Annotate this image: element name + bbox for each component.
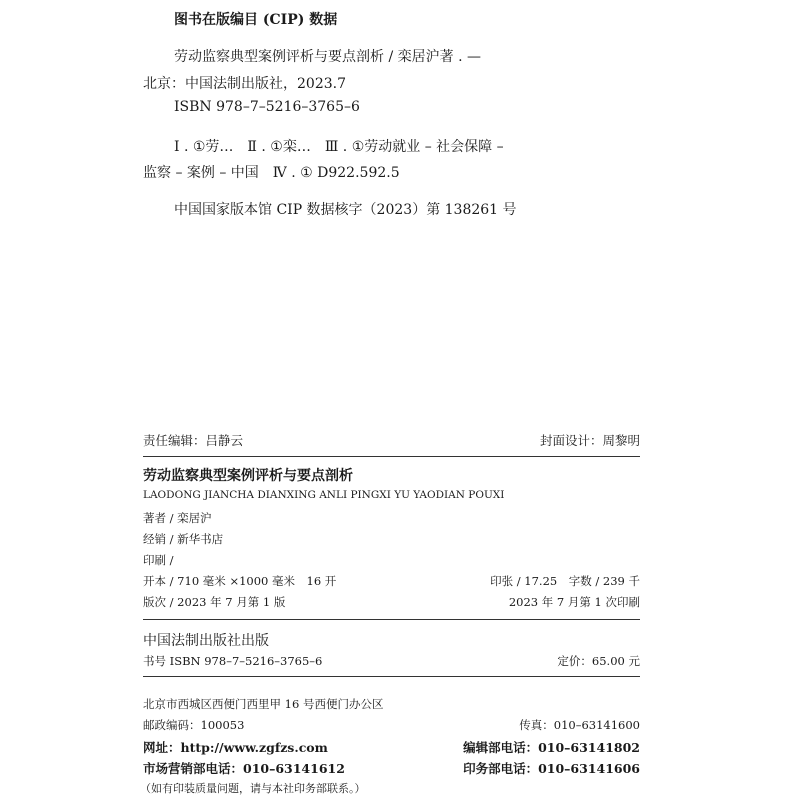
divider-top: [143, 456, 640, 457]
cover-design-credit: 封面设计：周黎明: [539, 433, 640, 448]
marketing-phone: 市场营销部电话：010–63141612: [143, 761, 345, 776]
book-price: 定价：65.00 元: [557, 654, 640, 668]
book-title-pinyin: LAODONG JIANCHA DIANXING ANLI PINGXI YU YAODIAN POUXI: [143, 489, 505, 501]
cip-classification-line: 监察 – 案例 – 中国 Ⅳ . ① D922.592.5: [143, 165, 400, 181]
editor-credit: 责任编辑：吕静云: [143, 433, 244, 448]
cip-isbn-line: ISBN 978–7–5216–3765–6: [174, 99, 360, 115]
printing-phone: 印务部电话：010–63141606: [463, 761, 640, 776]
book-title: 劳动监察典型案例评析与要点剖析: [143, 468, 353, 484]
cip-publisher-line: 北京：中国法制出版社，2023.7: [143, 76, 346, 92]
book-distributor: 经销 / 新华书店: [143, 532, 224, 546]
book-edition: 版次 / 2023 年 7 月第 1 版: [143, 595, 286, 609]
book-printing: 2023 年 7 月第 1 次印刷: [508, 595, 640, 609]
divider-middle: [143, 619, 640, 620]
cip-record-number: 中国国家版本馆 CIP 数据核字（2023）第 138261 号: [174, 202, 517, 218]
publisher-fax: 传真：010–63141600: [519, 718, 640, 732]
quality-notice: （如有印装质量问题，请与本社印务部联系。）: [140, 782, 366, 795]
publisher-postal-code: 邮政编码：100053: [143, 718, 245, 732]
publisher-address: 北京市西城区西便门西里甲 16 号西便门办公区: [143, 697, 384, 711]
cip-subject-line: Ⅰ . ①劳… Ⅱ . ①栾… Ⅲ . ①劳动就业 – 社会保障 –: [174, 139, 504, 155]
book-sheets-words: 印张 / 17.25 字数 / 239 千: [490, 574, 640, 588]
cip-title-line: 劳动监察典型案例评析与要点剖析 / 栾居沪著 . —: [174, 49, 481, 65]
publisher-website: 网址：http://www.zgfzs.com: [143, 740, 328, 755]
book-author: 著者 / 栾居沪: [143, 511, 212, 525]
divider-bottom: [143, 676, 640, 677]
book-printer: 印刷 /: [143, 553, 174, 567]
book-format: 开本 / 710 毫米 ×1000 毫米 16 开: [143, 574, 337, 588]
publisher-isbn: 书号 ISBN 978–7–5216–3765–6: [143, 654, 323, 668]
editorial-phone: 编辑部电话：010–63141802: [463, 740, 640, 755]
publisher-name: 中国法制出版社出版: [143, 633, 269, 649]
cip-header: 图书在版编目 (CIP) 数据: [174, 12, 338, 28]
